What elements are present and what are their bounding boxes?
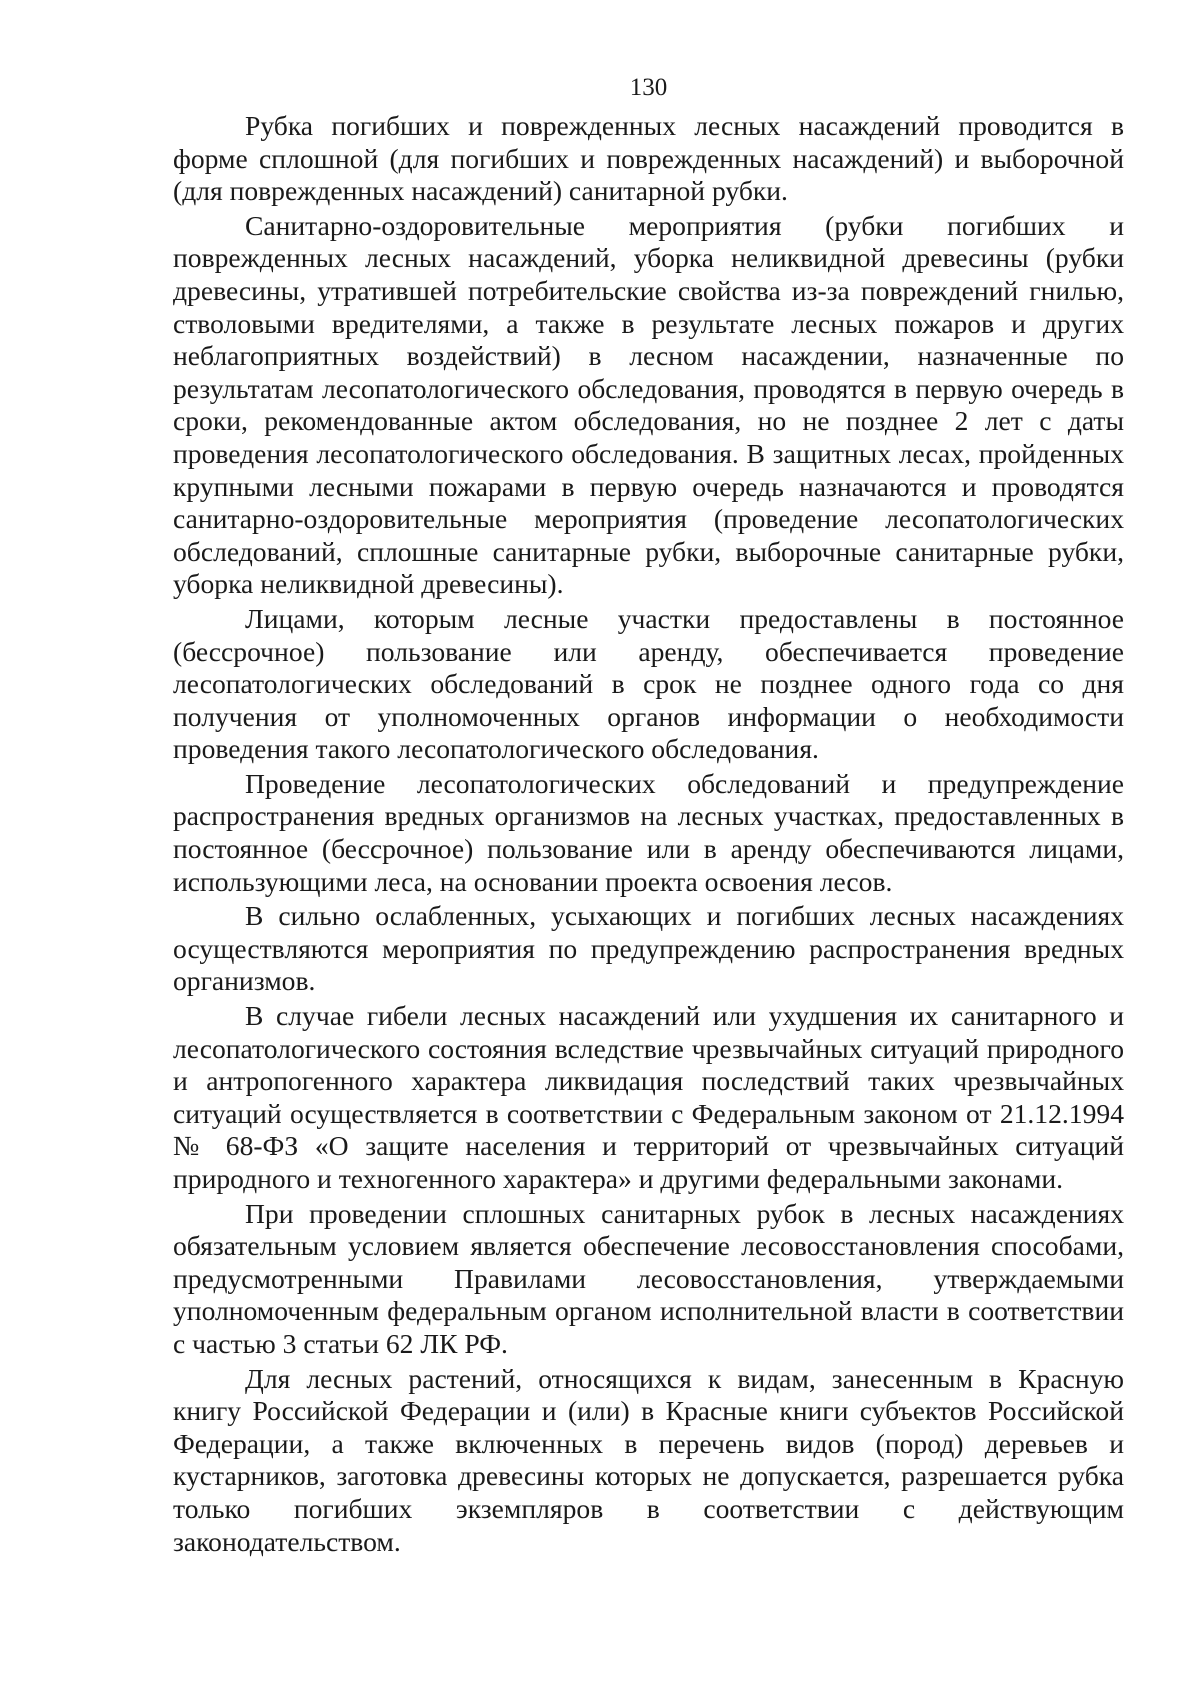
paragraph-6: В случае гибели лесных насаждений или ухудшения их санитарного и лесопатологического состояния вследствие чрезвычайных ситуаций природного и антропогенного характера ликвидация последствий таких чрезвычайных ситуаций осуществляется в соответствии с Федеральным законом от 21.12.1994 № 68-ФЗ «О защите населения и территорий от чрезвычайных ситуаций природного и техногенного характера» и другими федеральными законами. <box>173 1000 1124 1194</box>
page-number: 130 <box>629 74 668 101</box>
paragraph-2: Санитарно-оздоровительные мероприятия (рубки погибших и поврежденных лесных насаждений, уборка неликвидной древесины (рубки древесины, утратившей потребительские свойства из-за повреждений гнилью, стволовыми вредителями, а также в результате лесных пожаров и других неблагоприятных воздействий) в лесном насаждении, назначенные по результатам лесопатологического обследования, проводятся в первую очередь в сроки, рекомендованные актом обследования, но не позднее 2 лет с даты проведения лесопатологического обследования. В защитных лесах, пройденных крупными лесными пожарами в первую очередь назначаются и проводятся санитарно-оздоровительные мероприятия (проведение лесопатологических обследований, сплошные санитарные рубки, выборочные санитарные рубки, уборка неликвидной древесины). <box>173 209 1124 600</box>
paragraph-7: При проведении сплошных санитарных рубок в лесных насаждениях обязательным условием является обеспечение лесовосстановления способами, предусмотренными Правилами лесовосстановления, утверждаемыми уполномоченным федеральным органом исполнительной власти в соответствии с частью 3 статьи 62 ЛК РФ. <box>173 1197 1124 1359</box>
paragraph-1: Рубка погибших и поврежденных лесных насаждений проводится в форме сплошной (для погибших и поврежденных насаждений) и выборочной (для поврежденных насаждений) санитарной рубки. <box>173 110 1124 207</box>
paragraph-3: Лицами, которым лесные участки предоставлены в постоянное (бессрочное) пользование или аренду, обеспечивается проведение лесопатологических обследований в срок не позднее одного года со дня получения от уполномоченных органов информации о необходимости проведения такого лесопатологического обследования. <box>173 602 1124 765</box>
paragraph-4: Проведение лесопатологических обследований и предупреждение распространения вредных организмов на лесных участках, предоставленных в постоянное (бессрочное) пользование или в аренду обеспечиваются лицами, использующими леса, на основании проекта освоения лесов. <box>173 767 1124 897</box>
paragraph-8: Для лесных растений, относящихся к видам, занесенным в Красную книгу Российской Федерации и (или) в Красные книги субъектов Российской Федерации, а также включенных в перечень видов (пород) деревьев и кустарников, заготовка древесины которых не допускается, разрешается рубка только погибших экземпляров в соответствии с действующим законодательством. <box>173 1362 1124 1557</box>
paragraph-5: В сильно ослабленных, усыхающих и погибших лесных насаждениях осуществляются мероприятия по предупреждению распространения вредных организмов. <box>173 900 1124 997</box>
